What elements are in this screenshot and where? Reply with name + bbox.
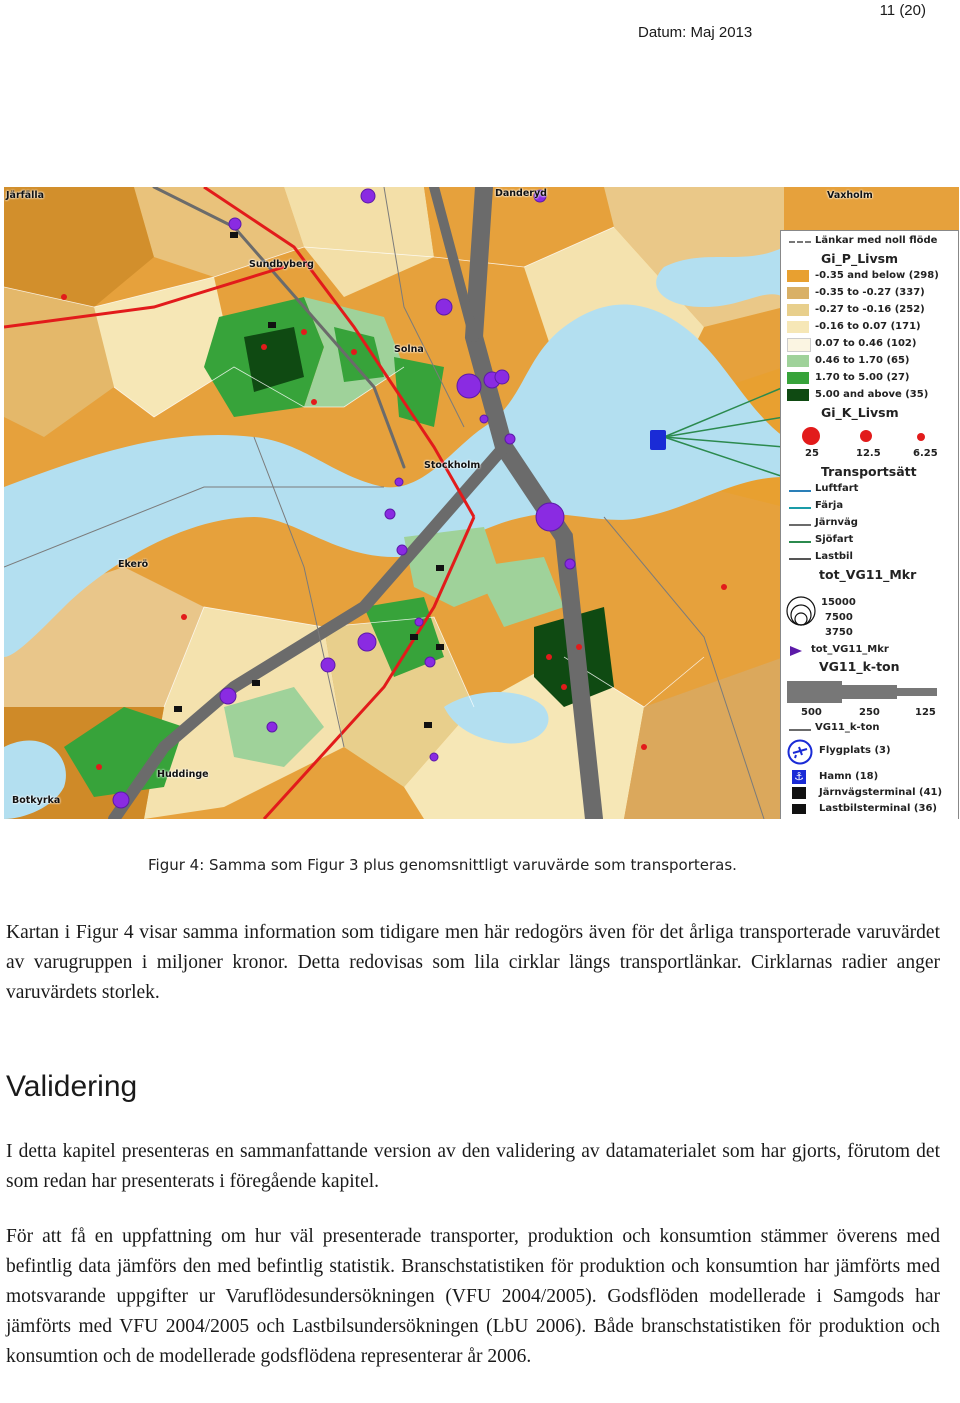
truck-icon <box>792 804 806 814</box>
place-label-huddinge: Huddinge <box>157 769 209 780</box>
train-icon <box>792 787 806 799</box>
class-label: -0.35 to -0.27 (337) <box>815 287 925 298</box>
vg-size-label: 250 <box>859 707 880 718</box>
page-number: 11 (20) <box>879 2 926 19</box>
tot-title: tot_VG11_Mkr <box>819 567 917 582</box>
tot-small-label: tot_VG11_Mkr <box>811 644 889 655</box>
class-label: 1.70 to 5.00 (27) <box>815 372 910 383</box>
paragraph-comparison: För att få en uppfattning om hur väl presenterade transporter, produktion och konsumtion stämmer överens med befintlig data jämförs den med befintlig statistik. Branschstatistiken för produktion och konsumtion har jämförts med motsvarande uppgifter ur Varuflödesundersökningen (VFU 2004/2005). Godsflöden modellerade i Samgods har jämförts med VFU 2004/2005 och Lastbilsundersökningen (LbU 2006). Både branschstatistiken för produktion och konsumtion och de modellerade godsflödena representerar år 2006. <box>6 1226 940 1367</box>
mode-label: Järnväg <box>815 517 858 528</box>
terminal-label: Lastbilsterminal (36) <box>819 803 937 814</box>
map-legend <box>780 230 959 819</box>
triangle-marker-icon <box>789 645 803 657</box>
circle-size-label: 12.5 <box>856 448 881 459</box>
section-heading: Validering <box>6 1070 138 1103</box>
class-swatch <box>787 304 809 316</box>
tot-size-label: 7500 <box>825 612 853 623</box>
circle-size-legend <box>781 423 958 451</box>
mode-swatch <box>789 558 811 560</box>
class-label: -0.35 and below (298) <box>815 270 939 281</box>
circle-size-large <box>802 427 820 445</box>
class-label: 5.00 and above (35) <box>815 389 929 400</box>
zero-flow-label: Länkar med noll flöde <box>815 235 938 246</box>
map-figure <box>4 187 959 819</box>
anchor-icon: ⚓ <box>792 770 806 784</box>
mode-swatch <box>789 541 811 543</box>
vg-small-swatch <box>789 729 811 731</box>
circle-size-label: 6.25 <box>913 448 938 459</box>
place-label-stockholm: Stockholm <box>424 460 481 471</box>
place-label-botkyrka: Botkyrka <box>12 795 61 806</box>
paragraph-validation: I detta kapitel presenteras en sammanfattande version av den validering av datamaterialet som har gjorts, förutom det som redan har presenterats i föregående kapitel. <box>6 1141 940 1192</box>
vg-title: VG11_k-ton <box>819 659 900 674</box>
class-swatch <box>787 287 809 299</box>
place-label-sundbyberg: Sundbyberg <box>249 259 314 270</box>
place-label-ekero: Ekerö <box>118 559 149 570</box>
figure-caption: Figur 4: Samma som Figur 3 plus genomsnittligt varuvärde som transporteras. <box>148 856 737 874</box>
zero-flow-line-swatch <box>789 241 811 243</box>
terminal-label: Järnvägsterminal (41) <box>819 787 943 798</box>
place-label-danderyd: Danderyd <box>495 188 547 199</box>
mode-label: Luftfart <box>815 483 859 494</box>
vg-size-label: 125 <box>915 707 936 718</box>
vg-width-legend <box>787 681 947 703</box>
mode-swatch <box>789 507 811 509</box>
terminal-label: Hamn (18) <box>819 771 879 782</box>
tot-circles-icon <box>781 591 821 631</box>
mode-title: Transportsätt <box>821 464 917 479</box>
mode-label: Färja <box>815 500 844 511</box>
class-swatch <box>787 372 809 384</box>
terminal-label: Flygplats (3) <box>819 745 891 756</box>
class-swatch <box>787 321 809 333</box>
gi-p-title: Gi_P_Livsm <box>821 251 899 266</box>
place-label-solna: Solna <box>394 344 424 355</box>
class-label: -0.16 to 0.07 (171) <box>815 321 921 332</box>
vg-size-label: 500 <box>801 707 822 718</box>
class-swatch <box>787 270 809 282</box>
class-swatch <box>787 338 811 352</box>
mode-swatch <box>789 524 811 526</box>
mode-label: Lastbil <box>815 551 853 562</box>
class-label: -0.27 to -0.16 (252) <box>815 304 925 315</box>
document-date: Datum: Maj 2013 <box>638 24 753 41</box>
tot-size-label: 15000 <box>821 597 856 608</box>
class-swatch <box>787 389 809 401</box>
paragraph-intro: Kartan i Figur 4 visar samma information som tidigare men här redogörs även för det årliga transporterade varuvärdet av varugruppen i miljoner kronor. Detta redovisas som lila cirklar längs transportlänkar. Cirklarnas radier anger varuvärdets storlek. <box>6 922 940 1003</box>
place-label-vaxholm: Vaxholm <box>827 190 873 201</box>
tot-size-label: 3750 <box>825 627 853 638</box>
circle-size-small <box>917 433 925 441</box>
airplane-icon <box>787 739 813 765</box>
mode-swatch <box>789 490 811 492</box>
class-label: 0.46 to 1.70 (65) <box>815 355 910 366</box>
class-swatch <box>787 355 809 367</box>
vg-small-label: VG11_k-ton <box>815 722 880 733</box>
circle-size-medium <box>860 430 872 442</box>
place-label-jarfalla: Järfälla <box>6 190 45 201</box>
circle-size-label: 25 <box>805 448 819 459</box>
class-label: 0.07 to 0.46 (102) <box>815 338 917 349</box>
gi-k-title: Gi_K_Livsm <box>821 405 899 420</box>
mode-label: Sjöfart <box>815 534 854 545</box>
